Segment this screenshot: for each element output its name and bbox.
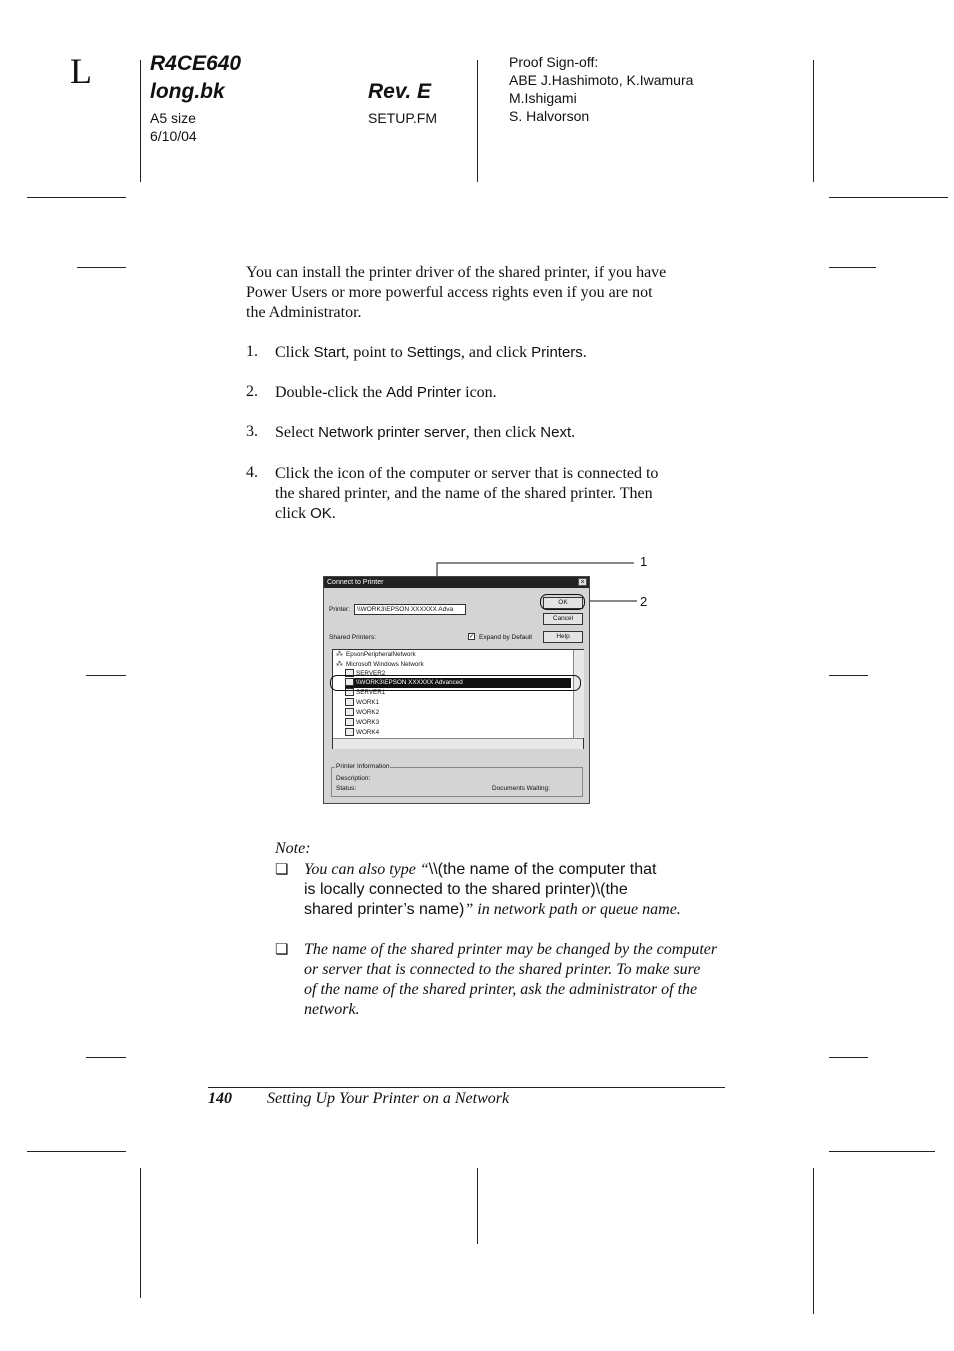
proof-line: S. Halvorson (509, 108, 590, 124)
step-number: 4. (246, 464, 258, 481)
note-line: of the name of the shared printer, ask the administrator of the (304, 981, 698, 998)
description-label: Description: (336, 775, 371, 782)
callout-1: 1 (640, 554, 648, 569)
printer-info-label: Printer Information (336, 763, 390, 770)
ok-button[interactable]: OK (543, 597, 583, 609)
running-footer: Setting Up Your Printer on a Network (267, 1090, 510, 1107)
tree-item-network[interactable]: ⁂ EpsonPeripheralNetwork (336, 650, 416, 658)
crop-mark (140, 1168, 141, 1298)
crop-mark (477, 1168, 478, 1244)
step-number: 2. (246, 383, 258, 400)
crop-mark (829, 675, 868, 676)
computer-icon (345, 728, 354, 736)
tree-item-server[interactable]: WORK3 (345, 718, 379, 728)
crop-mark (27, 197, 126, 198)
crop-mark (140, 60, 141, 182)
cancel-button[interactable]: Cancel (543, 613, 583, 625)
close-icon[interactable]: × (578, 578, 587, 586)
tree-item-server[interactable]: SERVER2 (345, 669, 385, 679)
crop-mark (77, 267, 126, 268)
step-text: click OK. (275, 505, 336, 522)
expand-label: Expand by Default (479, 634, 533, 641)
intro-line: You can install the printer driver of the shared printer, if you have (246, 264, 667, 281)
note-line: The name of the shared printer may be changed by the computer (304, 941, 718, 958)
ui-term: Next (540, 424, 572, 441)
note-line: network. (304, 1001, 360, 1018)
tree-item-network[interactable]: ⁂ Microsoft Windows Network (336, 660, 424, 668)
note-heading: Note: (275, 840, 311, 857)
file-name: SETUP.FM (368, 110, 437, 126)
crop-mark (829, 197, 948, 198)
note-line: shared printer’s name)” in network path or queue name. (304, 901, 681, 918)
tree-item-server[interactable]: WORK4 (345, 728, 379, 738)
date: 6/10/04 (150, 128, 197, 144)
book-name: long.bk (150, 80, 225, 103)
shared-printers-label: Shared Printers: (329, 634, 376, 641)
computer-icon (345, 708, 354, 716)
step-text: Click Start, point to Settings, and click Printers. (275, 344, 587, 361)
revision: Rev. E (368, 80, 432, 103)
note-line: is locally connected to the shared printer)\(the (304, 881, 628, 898)
page-size: A5 size (150, 110, 196, 126)
tree-item-server[interactable]: WORK2 (345, 708, 379, 718)
proof-line: ABE J.Hashimoto, K.Iwamura (509, 72, 694, 88)
computer-icon (345, 698, 354, 706)
intro-line: the Administrator. (246, 304, 362, 321)
step-text: Double-click the Add Printer icon. (275, 384, 497, 401)
ui-term: Network printer server (318, 424, 466, 441)
documents-waiting-label: Documents Waiting: (492, 785, 550, 792)
network-icon: ⁂ (336, 660, 343, 668)
ok-highlight-ring (540, 594, 585, 610)
printer-label: Printer: (329, 606, 350, 613)
crop-mark (813, 1168, 814, 1314)
dialog-title: Connect to Printer (324, 577, 589, 588)
proof-title: Proof Sign-off: (509, 54, 599, 70)
ui-term: Printers (531, 344, 583, 361)
tree-item-server[interactable]: SERVER1 (345, 688, 385, 698)
computer-icon (345, 718, 354, 726)
help-button[interactable]: Help (543, 631, 583, 643)
ui-term: OK (310, 505, 332, 522)
note-line: or server that is connected to the shared printer. To make sure (304, 961, 701, 978)
ui-term: Start (313, 344, 346, 361)
ui-term: Add Printer (386, 384, 462, 401)
horizontal-scrollbar[interactable] (333, 738, 583, 749)
status-label: Status: (336, 785, 357, 792)
printer-highlight-ring (330, 675, 581, 691)
page-number: 140 (208, 1090, 232, 1107)
note-line: You can also type “\\(the name of the computer that (304, 861, 657, 878)
crop-mark (86, 675, 126, 676)
bullet-icon: ❏ (275, 942, 289, 958)
crop-mark (829, 267, 876, 268)
side-letter: L (70, 51, 92, 91)
crop-mark (86, 1057, 126, 1058)
tree-item-selected-printer[interactable]: \\WORK3\EPSON XXXXXX Advanced (345, 678, 571, 688)
callout-2: 2 (640, 594, 648, 609)
shared-printers-tree[interactable] (332, 649, 584, 749)
step-text: Click the icon of the computer or server that is connected to (275, 465, 659, 482)
step-text: the shared printer, and the name of the shared printer. Then (275, 485, 653, 502)
step-text: Select Network printer server, then click Next. (275, 424, 576, 441)
connect-to-printer-dialog (323, 576, 590, 804)
crop-mark (27, 1151, 126, 1152)
vertical-scrollbar[interactable] (573, 650, 584, 738)
tree-item-server[interactable]: WORK1 (345, 698, 379, 708)
printer-path-input[interactable]: \\WORK3\EPSON XXXXXX Adva (354, 604, 466, 615)
printer-info-group (331, 767, 583, 797)
crop-mark (813, 60, 814, 182)
proof-line: M.Ishigami (509, 90, 577, 106)
crop-mark (477, 60, 478, 182)
ui-term: Settings (406, 344, 461, 361)
step-number: 1. (246, 343, 258, 360)
step-number: 3. (246, 423, 258, 440)
crop-mark (829, 1057, 868, 1058)
crop-mark (829, 1151, 935, 1152)
footer-rule (208, 1087, 725, 1088)
expand-checkbox[interactable]: ✓ (469, 634, 475, 640)
bullet-icon: ❏ (275, 862, 289, 878)
network-icon: ⁂ (336, 650, 343, 658)
intro-line: Power Users or more powerful access rights even if you are not (246, 284, 653, 301)
doc-code: R4CE640 (150, 52, 242, 75)
